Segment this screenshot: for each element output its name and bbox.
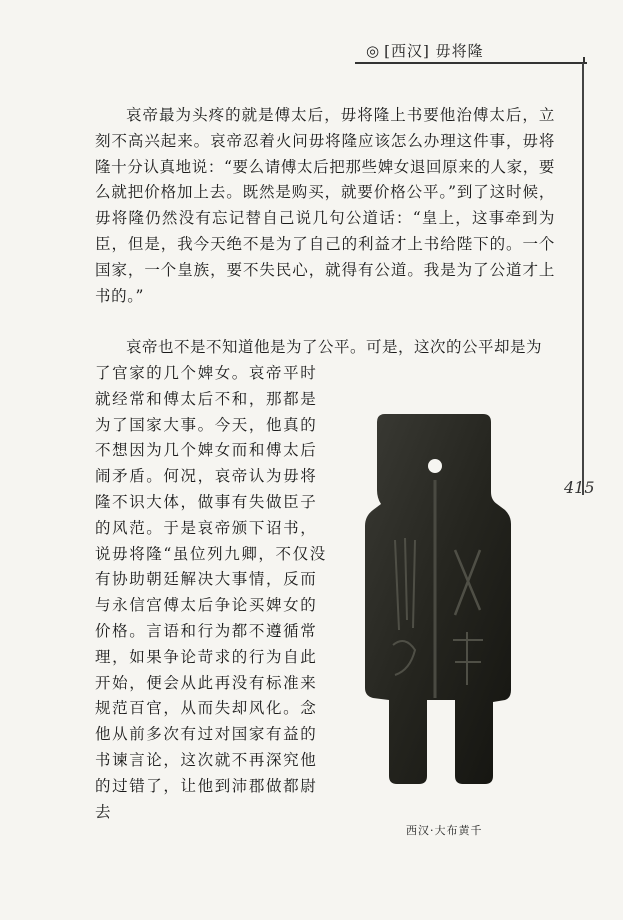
paragraph-2: 哀帝也不是不知道他是为了公平。可是，这次的公平却是为 bbox=[126, 338, 543, 356]
chapter-title: [西汉] 毋将隆 bbox=[384, 42, 484, 60]
paragraph-1: 哀帝最为头疼的就是傅太后，毋将隆上书要他治傅太后，立刻不高兴起来。哀帝忍着火问毋将隆应该怎么办理这件事，毋将隆十分认真地说：“要么请傅太后把那些婢女退回原来的人家，要么就把价格加上去。既然是购买，就要价格公平。”到了这时候，毋将隆仍然没有忘记替自己说几句公道话：“皇上，这事牵到为臣，但是，我今天绝不是为了自己的利益才上书给陛下的。一个国家，一个皇族，要不失民心，就得有公道。我是为了公道才上书的。” bbox=[95, 106, 555, 305]
header-rule bbox=[355, 62, 587, 64]
side-rule bbox=[582, 63, 584, 495]
circle-mark-icon: ◎ bbox=[366, 42, 381, 60]
figure-caption: 西汉·大布黄千 bbox=[406, 824, 483, 837]
spade-coin-icon bbox=[355, 400, 520, 790]
page-header bbox=[366, 40, 484, 61]
coin-figure bbox=[355, 400, 520, 790]
paragraph-3: 了官家的几个婢女。哀帝平时就经常和傅太后不和，那都是为了国家大事。今天，他真的不想因为几个婢女而和傅太后闹矛盾。何况，哀帝认为毋将隆不识大体，做事有失做臣子的风范。于是哀帝颁下诏书，说毋将隆“虽位列九卿，不仅没有协助朝廷解决大事情，反而与永信宫傅太后争论买婢女的价格。言语和行为都不遵循常理，如果争论苛求的行为自此开始，便会从此再没有标准来规范百官，从而失却风化。念他从前多次有过对国家有益的书谏言论，这次就不再深究他的过错了，让他到沛郡做都尉去 bbox=[95, 364, 327, 821]
page-number: 415 bbox=[564, 478, 595, 497]
